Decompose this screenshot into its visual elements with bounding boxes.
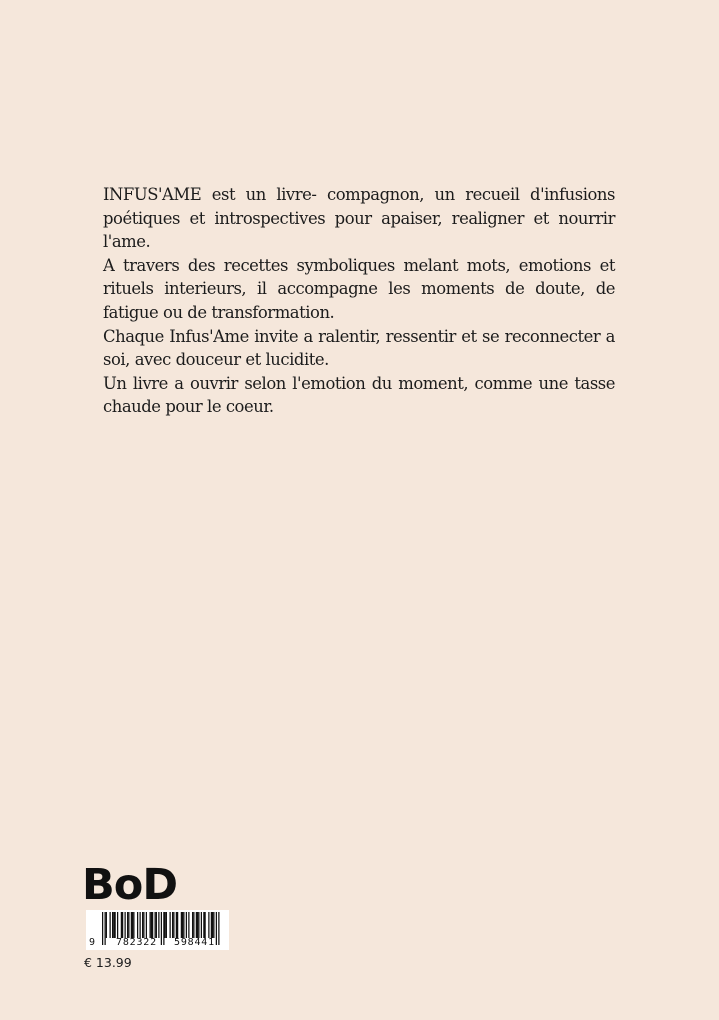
barcode-bar — [182, 912, 183, 938]
blurb-paragraph: Un livre a ouvrir selon l'emotion du moment, comme une tasse chaude pour le coeur. — [103, 373, 615, 417]
back-cover-blurb — [103, 183, 615, 419]
isbn-digits-right: 598441 — [174, 937, 215, 948]
barcode-bar — [105, 912, 106, 945]
barcode-bar — [213, 912, 214, 938]
isbn-digit-first: 9 — [89, 937, 96, 948]
barcode-bar — [113, 912, 114, 938]
barcode-bar — [166, 912, 167, 938]
barcode-bar — [137, 912, 138, 938]
barcode-bar — [181, 912, 182, 938]
barcode-bar — [143, 912, 144, 938]
blurb-paragraph: A travers des recettes symboliques melant mots, emotions et rituels interieurs, il accompagne les moments de doute, de fatigue ou de transformation. — [103, 255, 615, 322]
barcode-bar — [161, 912, 162, 945]
barcode-bar — [163, 912, 164, 945]
barcode-bar — [132, 912, 133, 938]
barcode-bar — [150, 912, 151, 938]
barcode-bar — [197, 912, 198, 938]
barcode-bar — [193, 912, 194, 938]
barcode-bar — [216, 912, 217, 945]
barcode-bar — [165, 912, 166, 938]
barcode-bar — [115, 912, 116, 938]
barcode-bar — [205, 912, 206, 938]
barcode-bar — [208, 912, 209, 938]
barcode-bar — [212, 912, 213, 938]
barcode-bar — [121, 912, 122, 938]
barcode-bar — [133, 912, 134, 938]
barcode-bar — [176, 912, 177, 938]
barcode-bar — [117, 912, 118, 938]
barcode-bar — [156, 912, 157, 938]
barcode-bar — [142, 912, 143, 938]
barcode-bar — [183, 912, 184, 938]
barcode-bar — [106, 912, 107, 938]
barcode-bar — [201, 912, 202, 938]
price-label: € 13.99 — [84, 955, 132, 970]
barcode-bar — [218, 912, 219, 945]
barcode-bar — [112, 912, 113, 938]
barcode-bar — [203, 912, 204, 938]
barcode-bar — [186, 912, 187, 938]
barcode-bar — [196, 912, 197, 938]
barcode-bar — [102, 912, 103, 945]
barcode-bar — [128, 912, 129, 938]
isbn-barcode — [86, 910, 229, 950]
isbn-digits-left: 782322 — [116, 937, 157, 948]
blurb-paragraph: INFUS'AME est un livre- compagnon, un recueil d'infusions poétiques et introspectives pour apaiser, realigner et nourrir l'ame. — [103, 185, 615, 252]
barcode-bar — [131, 912, 132, 938]
barcode-bar — [140, 912, 141, 938]
barcode-bar — [172, 912, 173, 938]
barcode-bar — [211, 912, 212, 938]
barcode-bar — [173, 912, 174, 938]
barcode-bar — [127, 912, 128, 938]
barcode-bar — [125, 912, 126, 938]
barcode-bar — [122, 912, 123, 938]
barcode-bar — [188, 912, 189, 938]
barcode-bar — [152, 912, 153, 938]
barcode-bar — [177, 912, 178, 938]
barcode-bar — [192, 912, 193, 938]
barcode-bar — [158, 912, 159, 938]
barcode-bar — [170, 912, 171, 938]
blurb-paragraph: Chaque Infus'Ame invite a ralentir, ressentir et se reconnecter a soi, avec douceur et lucidite. — [103, 326, 615, 370]
barcode-bar — [155, 912, 156, 938]
barcode-bar — [146, 912, 147, 938]
barcode-bar — [198, 912, 199, 938]
barcode-bar — [151, 912, 152, 938]
publisher-logo: BoD — [82, 860, 178, 910]
barcode-bar — [110, 912, 111, 938]
